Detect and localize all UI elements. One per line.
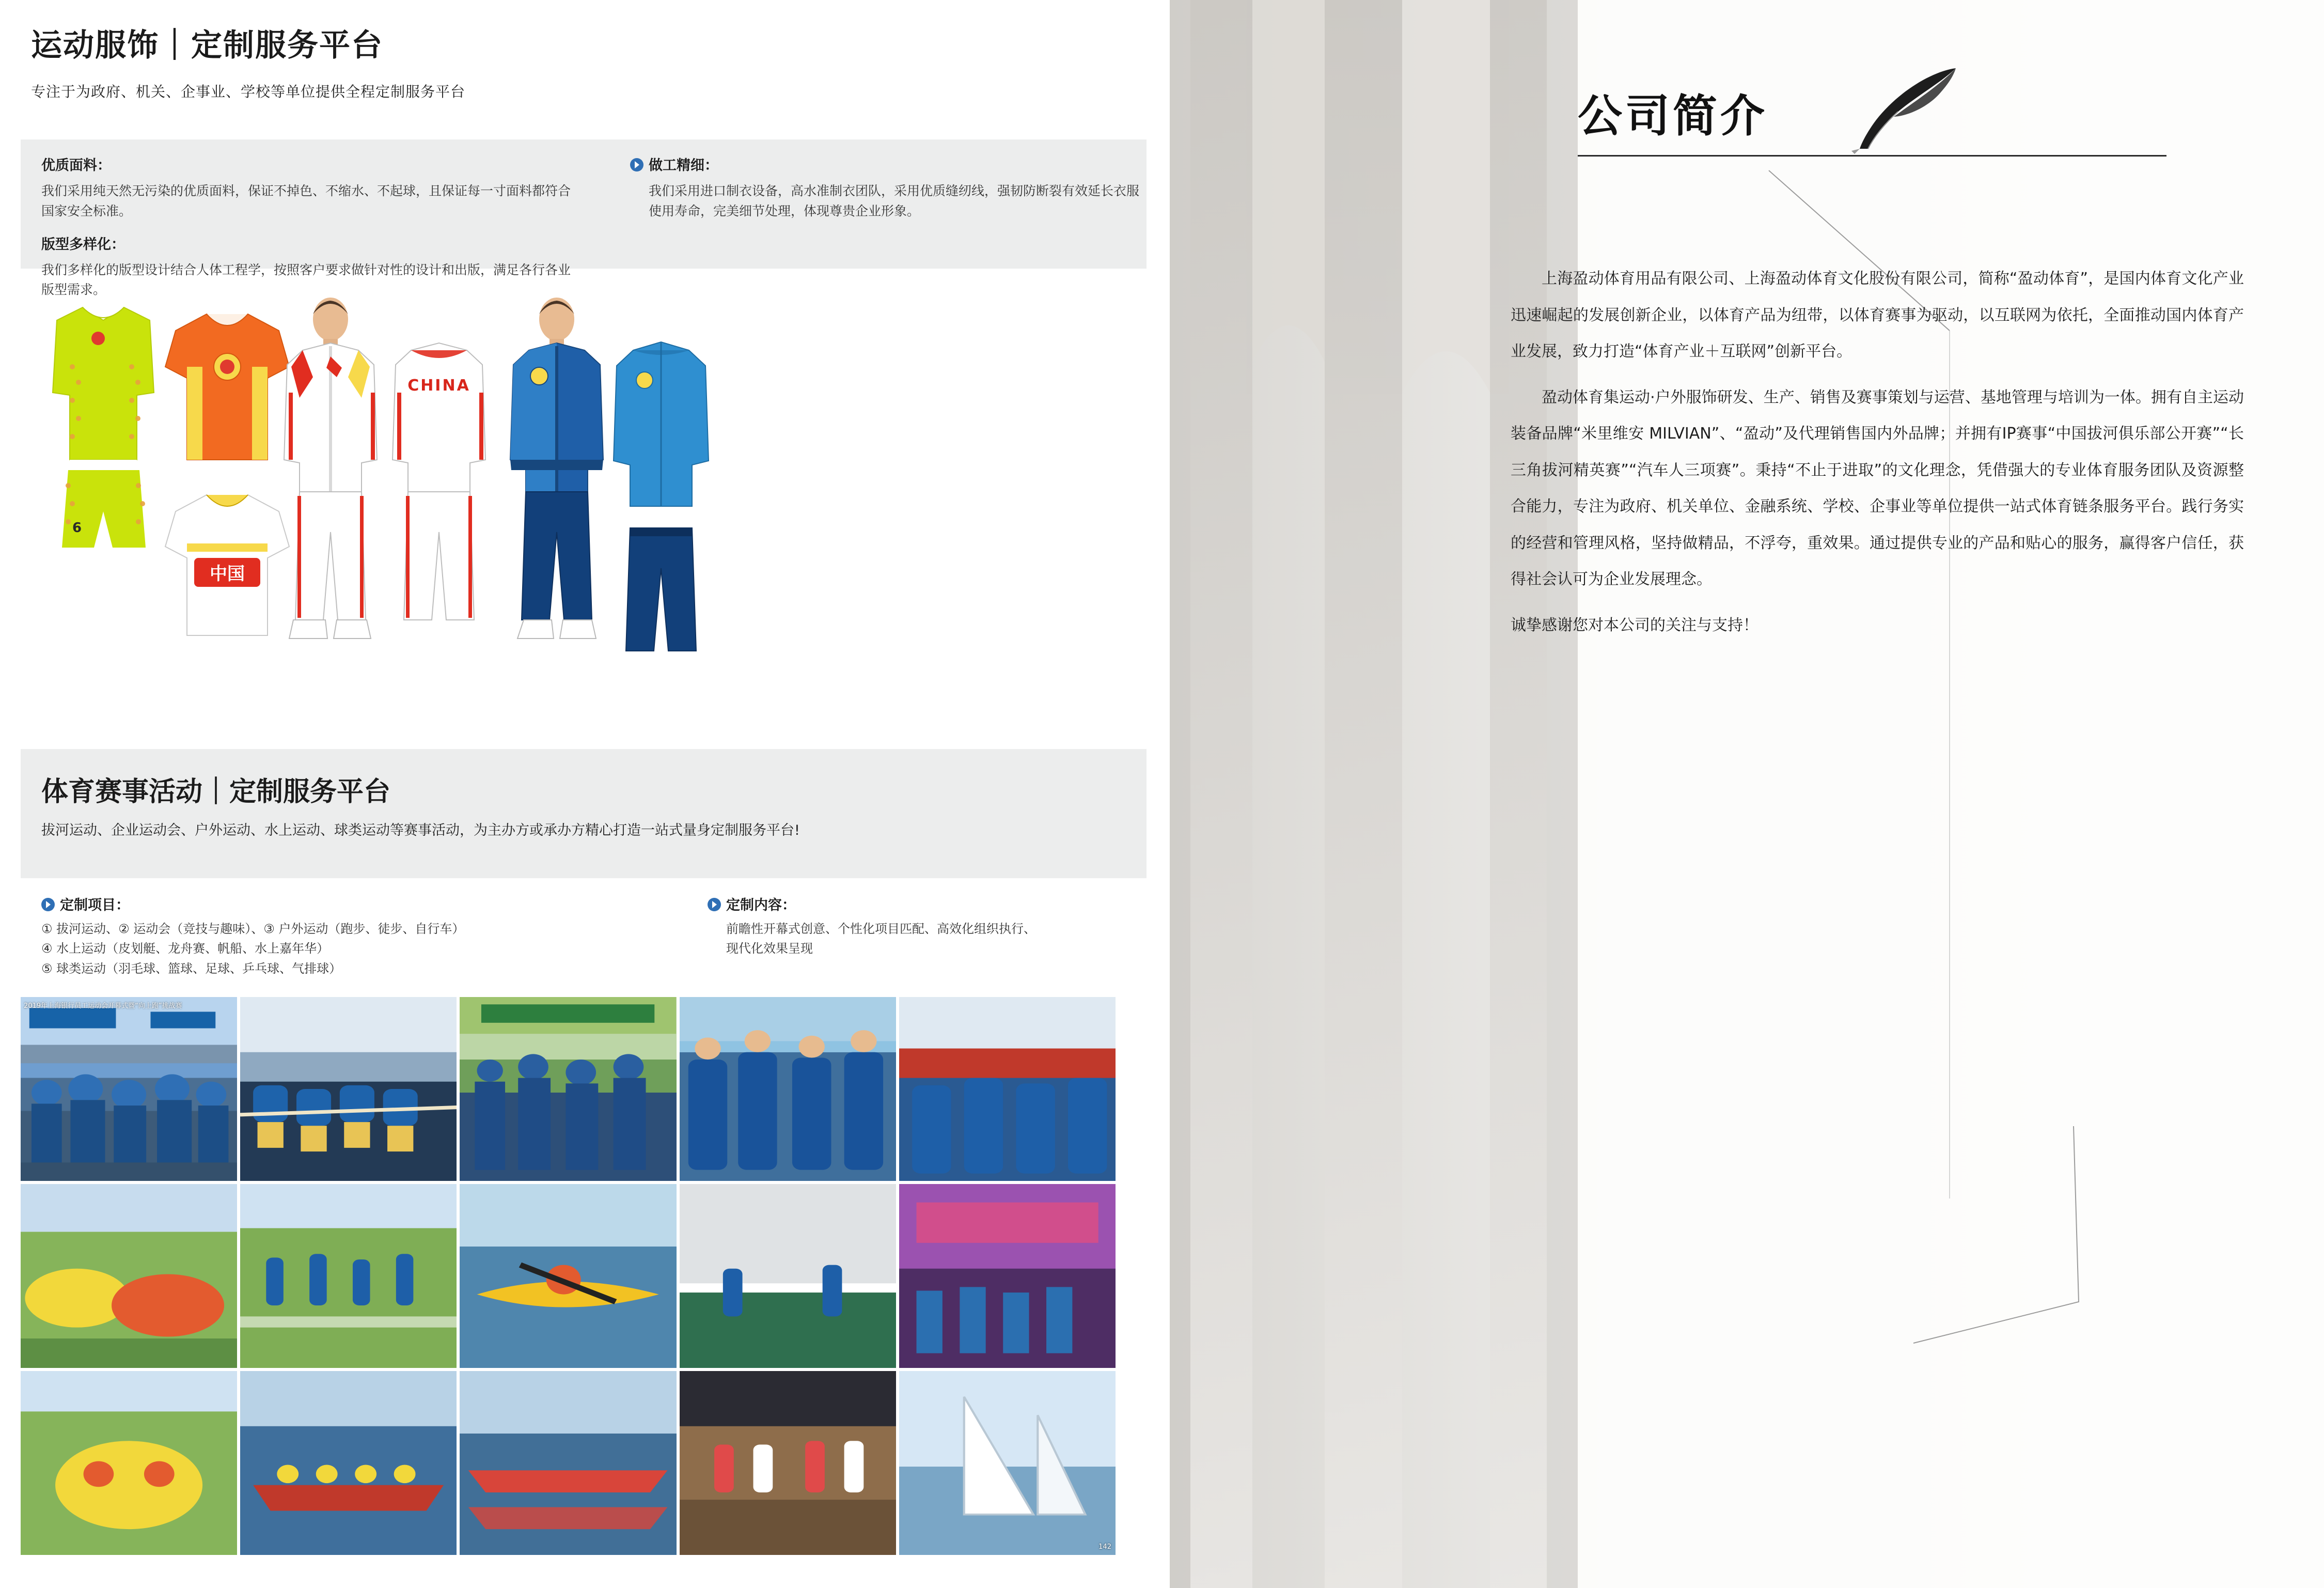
apparel-header xyxy=(31,21,465,101)
fabric-heading: 优质面料： xyxy=(41,158,111,174)
content-line-2: 现代化效果呈现 xyxy=(726,941,813,956)
events-detail xyxy=(21,894,1147,992)
events-content-column xyxy=(708,894,1131,959)
events-info-band xyxy=(21,749,1147,878)
orange-tee-illustration xyxy=(165,314,289,460)
blue-tracksuit-figure-illustration xyxy=(510,298,603,639)
running-crowd-graphic xyxy=(21,997,237,1181)
content-heading: 定制内容： xyxy=(726,897,796,913)
photo-tile xyxy=(240,1371,457,1555)
feather-quill-icon xyxy=(1836,62,1970,155)
stage-event-graphic xyxy=(899,1184,1116,1368)
red-team-graphic xyxy=(899,997,1116,1181)
pattern-heading: 版型多样化： xyxy=(41,236,125,253)
events-subtitle: 拔河运动、企业运动会、户外运动、水上运动、球类运动等赛事活动，为主办方或承办方精心打造一站式量身定制服务平台! xyxy=(41,822,800,838)
badminton-court-graphic xyxy=(680,1184,896,1368)
fabric-body: 我们采用纯天然无污染的优质面料，保证不掉色、不缩水、不起球，且保证每一寸面料都符合国家安全标准。 xyxy=(41,183,571,219)
team-photo-graphic xyxy=(680,997,896,1181)
field-activity-graphic xyxy=(240,1184,457,1368)
blue-pants-flat-illustration xyxy=(626,528,696,651)
photo-tile xyxy=(460,1371,676,1555)
photo-tile xyxy=(460,997,676,1181)
sailing-graphic xyxy=(899,1371,1116,1555)
polo-text-cn: 中国 xyxy=(210,564,245,584)
craft-heading-row xyxy=(630,154,1141,174)
arrow-circle-icon xyxy=(41,898,55,911)
jersey-number: 6 xyxy=(72,520,82,536)
craft-body: 我们采用进口制衣设备，高水准制衣团队，采用优质缝纫线，强韧防断裂有效延长衣服使用寿命，完美细节处理，体现尊贵企业形象。 xyxy=(649,183,1140,219)
photo-tile xyxy=(680,997,896,1181)
arrow-circle-icon xyxy=(630,158,643,172)
projects-heading-row xyxy=(41,894,630,914)
title-divider xyxy=(1578,155,2166,157)
photo-caption: 142 xyxy=(1098,1543,1111,1551)
basketball-kit-illustration xyxy=(53,307,154,548)
kayak-graphic xyxy=(460,1184,676,1368)
photo-tile xyxy=(899,997,1116,1181)
blue-jacket-flat-illustration xyxy=(614,342,709,506)
photo-tile xyxy=(21,997,237,1181)
white-tracksuit-back-illustration xyxy=(392,343,485,620)
content-heading-row xyxy=(708,894,1131,914)
events-title: 体育赛事活动｜定制服务平台 xyxy=(41,776,391,807)
apparel-illustrations xyxy=(21,289,1147,739)
company-profile-body xyxy=(1511,261,2244,653)
event-crowd-graphic xyxy=(460,997,676,1181)
photo-tile xyxy=(680,1184,896,1368)
craft-heading: 做工精细： xyxy=(649,158,718,174)
arrow-circle-icon xyxy=(708,898,721,911)
content-line-1: 前瞻性开幕式创意、个性化项目匹配、高效化组织执行、 xyxy=(726,922,1036,936)
projects-heading: 定制项目： xyxy=(60,897,130,913)
events-projects-column xyxy=(41,894,630,978)
right-page xyxy=(1170,0,2324,1588)
profile-paragraph-2: 盈动体育集运动·户外服饰研发、生产、销售及赛事策划与运营、基地管理与培训为一体。拥有自主运动装备品牌“米里维安 MILVIAN”、“盈动”及代理销售国内外品牌；并拥有IP赛事“中国拔河俱乐部公开赛”“长三角拔河精英赛”“汽车人三项赛”。秉持“不止于进取”的文化理念，凭借强大的专业体育服务团队及资源整合能力，专注为政府、机关单位、金融系统、学校、企事业等单位提供一站式体育链条服务平台。践行务实的经营和管理风格，坚持做精品，不浮夸，重效果。通过提供专业的产品和贴心的服务，赢得客户信任，获得社会认可为企业发展理念。 xyxy=(1511,388,2244,588)
kids-inflatable-graphic xyxy=(21,1371,237,1555)
company-profile-title: 公司简介 xyxy=(1578,90,1768,142)
tracksuit-back-text: CHINA xyxy=(407,377,470,395)
projects-lines xyxy=(41,919,630,978)
photo-caption: 2019年上海银行员工运动会开幕式暨“向上跑”挑战赛 xyxy=(24,1002,182,1010)
white-tracksuit-front-illustration xyxy=(284,298,377,639)
content-lines xyxy=(708,919,1131,959)
page-title: 运动服饰｜定制服务平台 xyxy=(31,27,383,64)
inflatable-game-graphic xyxy=(21,1184,237,1368)
photo-tile xyxy=(460,1184,676,1368)
projects-line-1: ① 拔河运动、② 运动会（竞技与趣味）、③ 户外运动（跑步、徒步、自行车） xyxy=(41,922,465,936)
photo-tile xyxy=(899,1184,1116,1368)
apparel-info-band xyxy=(21,139,1147,298)
apparel-craft-column xyxy=(630,154,1141,222)
china-polo-illustration xyxy=(165,495,289,635)
photo-tile xyxy=(21,1371,237,1555)
photo-tile xyxy=(899,1371,1116,1555)
photo-tile xyxy=(240,997,457,1181)
profile-paragraph-1: 上海盈动体育用品有限公司、上海盈动体育文化股份有限公司，简称“盈动体育”，是国内体育文化产业迅速崛起的发展创新企业，以体育产品为纽带，以体育赛事为驱动，以互联网为依托，全面推动国内体育产业发展，致力打造“体育产业＋互联网”创新平台。 xyxy=(1511,270,2244,361)
indoor-gym-graphic xyxy=(680,1371,896,1555)
photo-tile xyxy=(680,1371,896,1555)
event-photo-grid xyxy=(21,997,1116,1555)
photo-tile xyxy=(21,1184,237,1368)
page-subtitle: 专注于为政府、机关、企事业、学校等单位提供全程定制服务平台 xyxy=(31,83,466,100)
apparel-fabric-column xyxy=(41,154,573,300)
photo-tile xyxy=(240,1184,457,1368)
apparel-artwork-svg xyxy=(21,289,1147,739)
profile-paragraph-3: 诚挚感谢您对本公司的关注与支持！ xyxy=(1511,616,1758,634)
tug-of-war-graphic xyxy=(240,997,457,1181)
dragon-boat-graphic-b xyxy=(460,1371,676,1555)
projects-line-3: ⑤ 球类运动（羽毛球、篮球、足球、乒乓球、气排球） xyxy=(41,961,342,976)
pattern-body: 我们多样化的版型设计结合人体工程学，按照客户要求做针对性的设计和出版，满足各行各业版型需求。 xyxy=(41,262,571,298)
dragon-boat-graphic-a xyxy=(240,1371,457,1555)
projects-line-2: ④ 水上运动（皮划艇、龙舟赛、帆船、水上嘉年华） xyxy=(41,941,329,956)
